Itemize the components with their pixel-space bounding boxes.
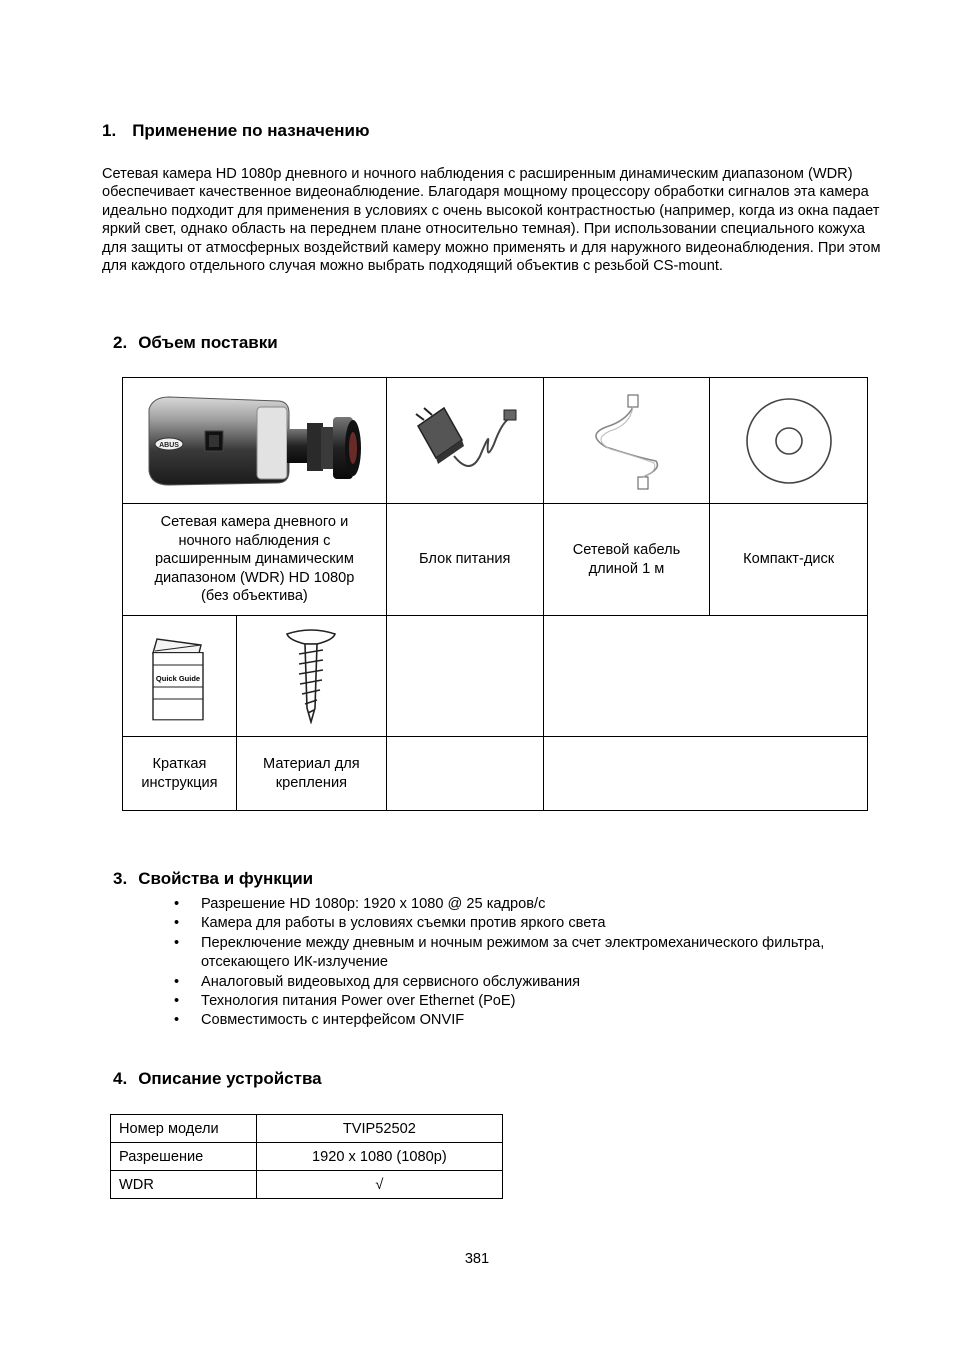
- spec-value: 1920 x 1080 (1080p): [256, 1143, 502, 1171]
- section-2-heading: 2. Объем поставки: [113, 333, 278, 352]
- network-cable-label: Сетевой кабель длиной 1 м: [543, 504, 710, 616]
- spec-row: [111, 1143, 503, 1171]
- camera-icon: [139, 387, 369, 495]
- section-1-heading: 1. Применение по назначению: [102, 121, 370, 140]
- feature-item: [102, 992, 862, 1011]
- spec-label: WDR: [111, 1171, 257, 1199]
- empty-cell: [386, 737, 543, 811]
- spec-row: [111, 1115, 503, 1143]
- page-number: 381: [464, 1251, 490, 1267]
- network-cable-image-cell: [543, 378, 710, 504]
- camera-brand-label: [155, 438, 183, 450]
- section-3-heading: 3. Свойства и функции: [113, 869, 314, 888]
- svg-text:ABUS: ABUS: [159, 441, 180, 449]
- features-list: [102, 895, 862, 1031]
- device-spec-table: [110, 1114, 503, 1199]
- guide-image-cell: [123, 616, 237, 737]
- feature-text: Совместимость с интерфейсом ONVIF: [201, 1012, 465, 1029]
- spec-row: [111, 1171, 503, 1199]
- quick-guide-icon: [149, 631, 209, 721]
- quick-guide-label: Краткая инструкция: [123, 737, 237, 811]
- feature-item: [102, 934, 862, 973]
- spec-label: Разрешение: [111, 1143, 257, 1171]
- bullet-icon: •: [174, 1012, 180, 1029]
- spec-value: TVIP52502: [256, 1115, 502, 1143]
- cd-image-cell: [710, 378, 868, 504]
- power-supply-label: Блок питания: [386, 504, 543, 616]
- cd-icon: [744, 396, 834, 486]
- power-supply-icon: [410, 396, 520, 486]
- cd-label: Компакт-диск: [710, 504, 868, 616]
- bullet-icon: •: [174, 915, 180, 932]
- feature-text: Технология питания Power over Ethernet (PoE): [201, 993, 516, 1010]
- quick-guide-cover-text: Quick Guide: [156, 674, 201, 683]
- bullet-icon: •: [174, 934, 180, 951]
- mounting-material-label: Материал для крепления: [236, 737, 386, 811]
- power-supply-image-cell: [386, 378, 543, 504]
- empty-cell: [543, 616, 867, 737]
- spec-value: √: [256, 1171, 502, 1199]
- empty-cell: [543, 737, 867, 811]
- feature-item: [102, 1011, 862, 1030]
- feature-item: [102, 973, 862, 992]
- empty-cell: [386, 616, 543, 737]
- intro-paragraph: Сетевая камера HD 1080p дневного и ночного наблюдения с расширенным динамическим диапазоном (WDR) обеспечивает качественное видеонаблюдение. Благодаря мощному процессору обработки сигналов эта камера идеально подходит для применения в условиях с очень высокой контрастностью (например, когда из окна падает яркий свет, однако область на переднем плане относительно темная). При использовании специального кожуха для защиты от атмосферных воздействий камеру можно применять и для наружного видеонаблюдения. При этом для каждого отдельного случая можно выбрать подходящий объектив с резьбой CS-mount.: [102, 166, 881, 275]
- scope-of-delivery-table: [122, 377, 868, 811]
- bullet-icon: •: [174, 896, 180, 912]
- feature-item: [102, 895, 862, 914]
- feature-text: Камера для работы в условиях съемки против яркого света: [201, 915, 606, 932]
- feature-text: Переключение между дневным и ночным режимом за счет электромеханического фильтра, отсекающего ИК-излучение: [201, 934, 825, 971]
- spec-label: Номер модели: [111, 1115, 257, 1143]
- bullet-icon: •: [174, 993, 180, 1010]
- network-cable-icon: [576, 391, 676, 491]
- feature-text: Разрешение HD 1080p: 1920 x 1080 @ 25 кадров/с: [201, 896, 546, 912]
- section-4-heading: 4. Описание устройства: [113, 1069, 322, 1088]
- mount-image-cell: [236, 616, 386, 737]
- camera-label: Сетевая камера дневного и ночного наблюдения с расширенным динамическим диапазоном (WDR) HD 1080p (без объектива): [123, 504, 387, 616]
- screw-icon: [281, 628, 341, 724]
- bullet-icon: •: [174, 973, 180, 990]
- feature-item: [102, 914, 862, 933]
- camera-image-cell: [123, 378, 387, 504]
- feature-text: Аналоговый видеовыход для сервисного обслуживания: [201, 973, 581, 990]
